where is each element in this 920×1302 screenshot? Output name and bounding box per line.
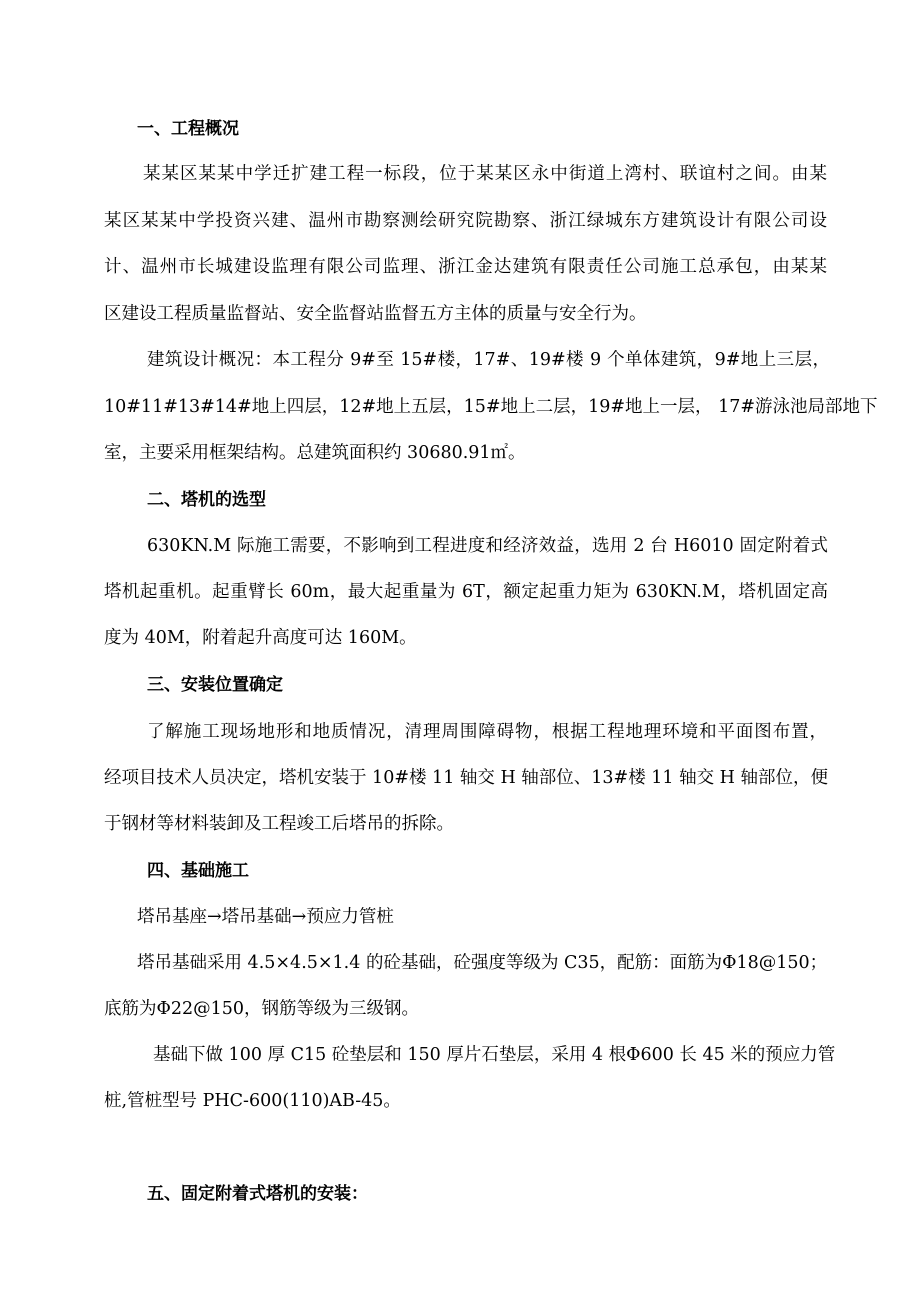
paragraph-line: 室，主要采用框架结构。总建筑面积约 30680.91㎡。 [104,443,526,463]
section-heading-3: 三、安装位置确定 [147,675,283,695]
paragraph-line: 630KN.M 际施工需要，不影响到工程进度和经济效益，选用 2 台 H6010 固定附着式 [147,536,828,556]
paragraph-line: 建筑设计概况：本工程分 9#至 15#楼，17#、19#楼 9 个单体建筑，9#地上三层， [147,350,830,370]
paragraph-line: 某某区某某中学迁扩建工程一标段，位于某某区永中街道上湾村、联谊村之间。由某 [143,164,827,184]
paragraph-line: 10#11#13#14#地上四层，12#地上五层，15#地上二层，19#地上一层， 17#游泳池局部地下 [104,397,878,417]
paragraph-line: 于钢材等材料装卸及工程竣工后塔吊的拆除。 [104,814,454,834]
paragraph-line: 度为 40M，附着起升高度可达 160M。 [104,628,417,648]
section-heading-2: 二、塔机的选型 [147,490,266,510]
paragraph-line: 塔机起重机。起重臂长 60m，最大起重量为 6T，额定起重力矩为 630KN.M，塔机固定高 [104,582,828,602]
section-heading-5: 五、固定附着式塔机的安装： [147,1184,368,1204]
paragraph-line: 基础下做 100 厚 C15 砼垫层和 150 厚片石垫层，采用 4 根Φ600 长 45 米的预应力管 [153,1045,836,1065]
paragraph-line: 了解施工现场地形和地质情况，清理周围障碍物，根据工程地理环境和平面图布置， [147,722,827,742]
paragraph-line: 塔吊基座→塔吊基础→预应力管桩 [137,907,394,927]
section-heading-4: 四、基础施工 [147,861,249,881]
paragraph-line: 区建设工程质量监督站、安全监督站监督五方主体的质量与安全行为。 [104,304,647,324]
paragraph-line: 塔吊基础采用 4.5×4.5×1.4 的砼基础，砼强度等级为 C35，配筋：面筋为Φ18@150； [137,953,828,973]
paragraph-line: 某区某某中学投资兴建、温州市勘察测绘研究院勘察、浙江绿城东方建筑设计有限公司设 [104,211,827,231]
section-heading-1: 一、工程概况 [137,119,239,139]
paragraph-line: 桩,管桩型号 PHC-600(110)AB-45。 [104,1091,401,1111]
paragraph-line: 经项目技术人员决定，塔机安装于 10#楼 11 轴交 H 轴部位、13#楼 11 轴交 H 轴部位，便 [104,768,828,788]
paragraph-line: 计、温州市长城建设监理有限公司监理、浙江金达建筑有限责任公司施工总承包，由某某 [104,257,827,277]
paragraph-line: 底筋为Φ22@150，钢筋等级为三级钢。 [104,999,420,1019]
